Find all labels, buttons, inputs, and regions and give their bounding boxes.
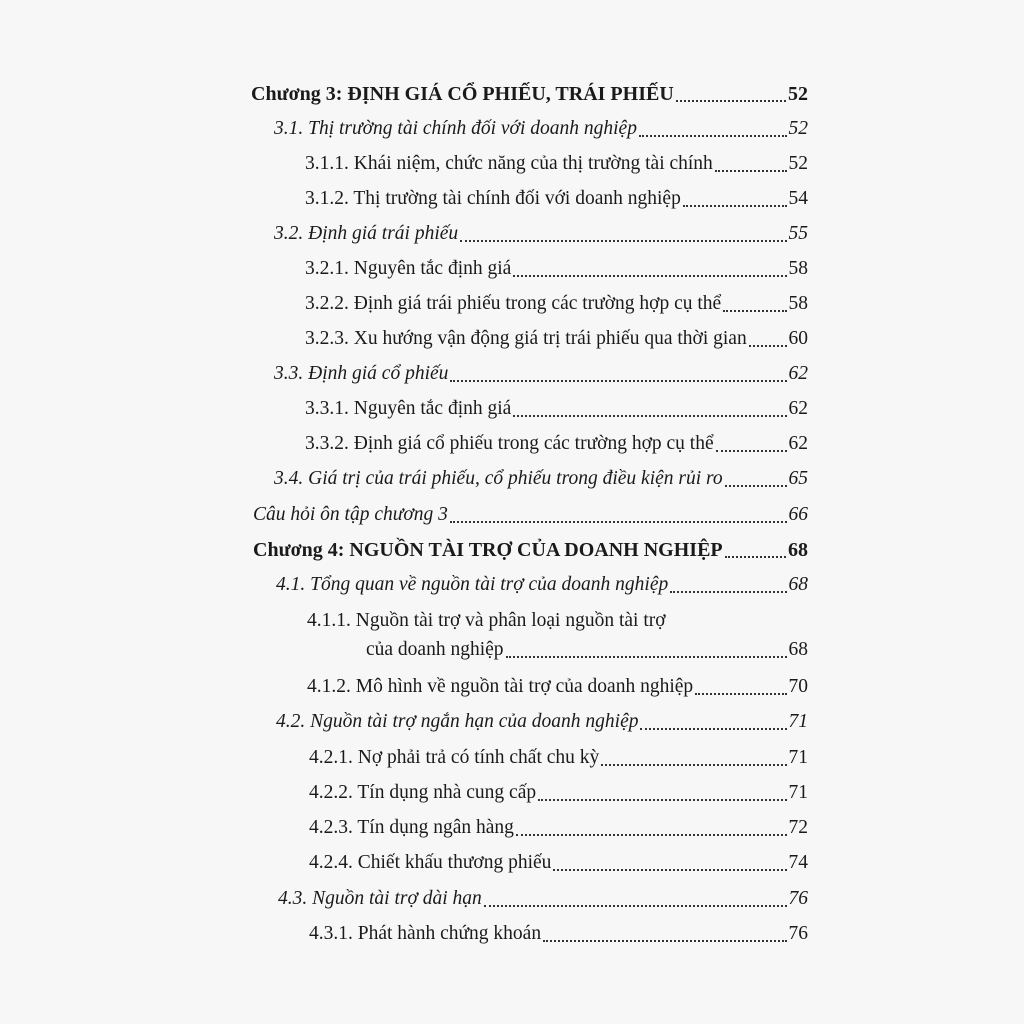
toc-entry-page: 68 xyxy=(788,639,808,660)
toc-entry-title: 3.2.1. Nguyên tắc định giá xyxy=(305,258,512,279)
dot-leader xyxy=(683,191,787,207)
toc-entry-subsection[interactable] xyxy=(305,327,808,351)
toc-entry-section[interactable] xyxy=(276,710,808,734)
toc-entry-page: 70 xyxy=(788,676,808,697)
dot-leader xyxy=(450,507,787,523)
toc-entry-subsection[interactable] xyxy=(305,152,808,176)
toc-entry-subsection[interactable] xyxy=(305,397,808,421)
dot-leader xyxy=(715,156,787,172)
toc-entry-page: 60 xyxy=(788,328,808,349)
dot-leader xyxy=(538,785,786,801)
toc-entry-page: 72 xyxy=(788,817,808,838)
toc-entry-section[interactable] xyxy=(278,887,808,911)
toc-entry-page: 58 xyxy=(788,293,808,314)
toc-entry-review-questions[interactable] xyxy=(253,503,808,527)
toc-entry-title: 3.3.1. Nguyên tắc định giá xyxy=(305,398,512,419)
toc-entry-page: 62 xyxy=(788,363,808,384)
toc-entry-page: 76 xyxy=(788,923,808,944)
toc-entry-page: 71 xyxy=(788,782,808,803)
dot-leader xyxy=(553,855,786,871)
dot-leader xyxy=(640,714,786,730)
toc-entry-title: 3.3. Định giá cổ phiếu xyxy=(274,363,449,384)
dot-leader xyxy=(670,577,786,593)
toc-entry-title: 3.1.2. Thị trường tài chính đối với doanh nghiệp xyxy=(305,188,681,209)
dot-leader xyxy=(516,820,787,836)
toc-entry-page: 62 xyxy=(788,433,808,454)
toc-entry-title: 4.3. Nguồn tài trợ dài hạn xyxy=(278,888,482,909)
dot-leader xyxy=(639,121,787,137)
dot-leader xyxy=(450,366,786,382)
toc-entry-title: 3.2.3. Xu hướng vận động giá trị trái phiếu qua thời gian xyxy=(305,328,747,349)
dot-leader xyxy=(725,471,787,487)
toc-entry-chapter-4[interactable] xyxy=(253,538,808,562)
toc-entry-title: 4.2.1. Nợ phải trả có tính chất chu kỳ xyxy=(309,747,600,768)
toc-entry-subsection[interactable] xyxy=(305,432,808,456)
dot-leader xyxy=(513,401,786,417)
dot-leader xyxy=(725,542,786,558)
toc-entry-section[interactable] xyxy=(276,573,808,597)
toc-entry-subsection[interactable] xyxy=(305,187,808,211)
toc-entry-subsection[interactable] xyxy=(309,922,808,946)
toc-entry-page: 74 xyxy=(788,852,808,873)
toc-entry-page: 52 xyxy=(788,118,808,139)
toc-entry-subsection[interactable] xyxy=(305,257,808,281)
toc-entry-title: 4.2.4. Chiết khấu thương phiếu xyxy=(309,852,552,873)
toc-entry-subsection[interactable] xyxy=(309,746,808,770)
toc-entry-page: 71 xyxy=(788,747,808,768)
toc-entry-section[interactable] xyxy=(274,222,808,246)
toc-entry-subsection[interactable] xyxy=(309,851,808,875)
dot-leader xyxy=(460,226,786,242)
dot-leader xyxy=(506,642,787,658)
toc-entry-page: 54 xyxy=(788,188,808,209)
toc-entry-section[interactable] xyxy=(274,362,808,386)
toc-entry-title: 3.1. Thị trường tài chính đối với doanh nghiệp xyxy=(274,118,637,139)
toc-entry-page: 68 xyxy=(788,574,808,595)
toc-entry-subsection-line2[interactable] xyxy=(366,638,808,662)
dot-leader xyxy=(723,296,786,312)
toc-entry-title: 4.1.2. Mô hình về nguồn tài trợ của doanh nghiệp xyxy=(307,676,694,697)
toc-entry-title: 4.2.2. Tín dụng nhà cung cấp xyxy=(309,782,537,803)
dot-leader xyxy=(749,331,787,347)
toc-entry-page: 52 xyxy=(788,153,808,174)
toc-entry-subsection-line1[interactable]: 4.1.1. Nguồn tài trợ và phân loại nguồn tài trợ xyxy=(307,610,666,631)
toc-entry-title: 3.2. Định giá trái phiếu xyxy=(274,223,459,244)
dot-leader xyxy=(543,926,786,942)
toc-entry-title: của doanh nghiệp xyxy=(366,639,504,660)
toc-entry-title: Chương 4: NGUỒN TÀI TRỢ CỦA DOANH NGHIỆP xyxy=(253,539,723,561)
toc-entry-page: 55 xyxy=(788,223,808,244)
toc-entry-subsection[interactable] xyxy=(307,675,808,699)
toc-entry-section[interactable] xyxy=(274,117,808,141)
toc-entry-title: 3.2.2. Định giá trái phiếu trong các trường hợp cụ thể xyxy=(305,293,722,314)
toc-entry-section[interactable] xyxy=(274,467,808,491)
dot-leader xyxy=(513,261,786,277)
toc-entry-page: 68 xyxy=(788,539,808,561)
dot-leader xyxy=(716,436,787,452)
toc-entry-page: 52 xyxy=(788,83,808,105)
toc-entry-page: 76 xyxy=(788,888,808,909)
toc-entry-title: 4.2. Nguồn tài trợ ngắn hạn của doanh nghiệp xyxy=(276,711,639,732)
toc-entry-title: 3.3.2. Định giá cổ phiếu trong các trường hợp cụ thể xyxy=(305,433,714,454)
toc-entry-subsection[interactable] xyxy=(309,816,808,840)
toc-entry-page: 62 xyxy=(788,398,808,419)
toc-entry-title: 3.4. Giá trị của trái phiếu, cổ phiếu trong điều kiện rủi ro xyxy=(274,468,723,489)
dot-leader xyxy=(601,750,786,766)
dot-leader xyxy=(695,679,786,695)
toc-entry-title: Câu hỏi ôn tập chương 3 xyxy=(253,504,448,525)
toc-entry-subsection[interactable] xyxy=(309,781,808,805)
toc-entry-page: 71 xyxy=(788,711,808,732)
toc-entry-page: 58 xyxy=(788,258,808,279)
toc-entry-page: 65 xyxy=(788,468,808,489)
toc-entry-title: 4.1. Tổng quan về nguồn tài trợ của doanh nghiệp xyxy=(276,574,669,595)
toc-entry-page: 66 xyxy=(788,504,808,525)
toc-entry-title: 4.3.1. Phát hành chứng khoán xyxy=(309,923,542,944)
dot-leader xyxy=(484,891,787,907)
toc-entry-title: 4.2.3. Tín dụng ngân hàng xyxy=(309,817,514,838)
dot-leader xyxy=(676,86,786,102)
toc-entry-subsection[interactable] xyxy=(305,292,808,316)
toc-entry-chapter-3[interactable] xyxy=(251,82,808,106)
toc-entry-title: Chương 3: ĐỊNH GIÁ CỔ PHIẾU, TRÁI PHIẾU xyxy=(251,83,674,105)
toc-entry-title: 3.1.1. Khái niệm, chức năng của thị trường tài chính xyxy=(305,153,713,174)
